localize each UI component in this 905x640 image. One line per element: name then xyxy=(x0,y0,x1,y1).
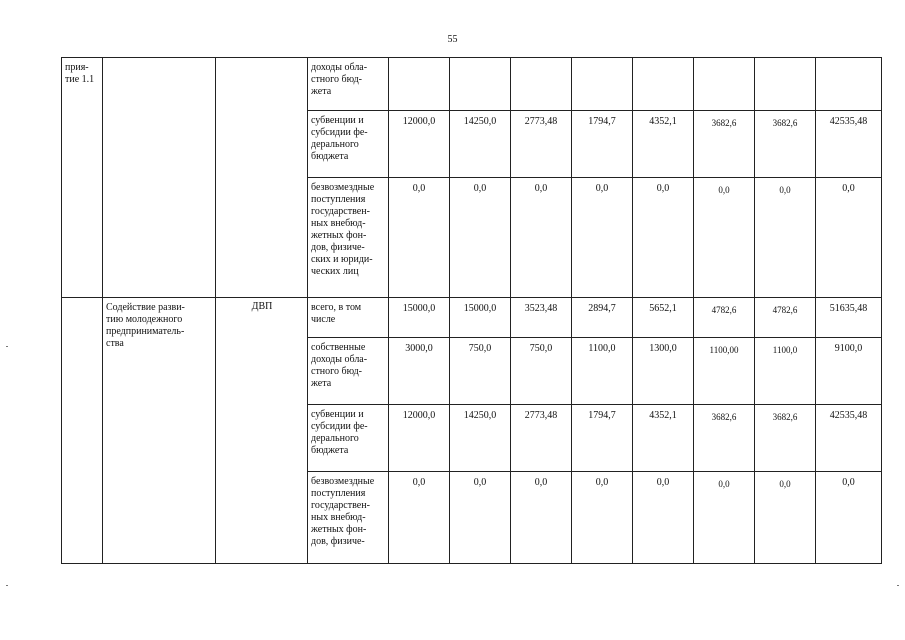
value-cell-text: 42535,48 xyxy=(829,116,868,127)
funding-source-label-text: безвозмездные поступления государствен- ных внебюд- жетных фон- дов, физиче- ских и юриди- ческих лиц xyxy=(311,182,375,277)
value-cell xyxy=(694,405,755,472)
value-cell-text: 1100,0 xyxy=(772,345,798,355)
value-cell-text: 12000,0 xyxy=(402,410,436,421)
value-cell xyxy=(389,338,450,405)
value-cell-text: 0,0 xyxy=(718,479,730,489)
funding-source-label-text: всего, в том числе xyxy=(311,302,362,325)
value-cell-text: 1100,00 xyxy=(709,345,739,355)
funding-source-label xyxy=(308,111,389,178)
value-cell-text: 0,0 xyxy=(842,183,855,194)
value-cell-text: 2894,7 xyxy=(588,303,616,314)
value-cell-text: 750,0 xyxy=(529,343,553,354)
value-cell xyxy=(694,58,755,111)
value-cell-text: 0,0 xyxy=(534,183,548,194)
value-cell xyxy=(694,338,755,405)
value-cell-text: 3682,6 xyxy=(772,412,798,422)
scan-speck xyxy=(6,346,8,347)
value-cell xyxy=(450,58,511,111)
value-cell xyxy=(389,178,450,298)
value-cell-text: 12000,0 xyxy=(402,116,436,127)
value-cell xyxy=(816,178,882,298)
value-cell-text: 0,0 xyxy=(656,183,670,194)
value-cell xyxy=(694,111,755,178)
value-cell xyxy=(511,472,572,564)
value-cell xyxy=(572,178,633,298)
value-cell-text: 4782,6 xyxy=(711,305,737,315)
value-cell xyxy=(389,111,450,178)
funding-source-label xyxy=(308,178,389,298)
value-cell-text xyxy=(694,58,754,64)
funding-source-label-text: субвенции и субсидии фе- дерального бюджета xyxy=(311,409,368,456)
funding-source-label-text: собственные доходы обла- стного бюд- жета xyxy=(311,342,368,389)
value-cell xyxy=(755,111,816,178)
value-cell-text: 4352,1 xyxy=(649,410,677,421)
value-cell xyxy=(511,58,572,111)
value-cell-text: 42535,48 xyxy=(829,410,868,421)
value-cell-text: 0,0 xyxy=(595,477,609,488)
funding-source-label xyxy=(308,405,389,472)
value-cell xyxy=(511,298,572,338)
value-cell-text: 0,0 xyxy=(779,185,791,195)
value-cell-text: 4782,6 xyxy=(772,305,798,315)
activity-cell xyxy=(62,58,103,298)
value-cell xyxy=(633,405,694,472)
empty-cell xyxy=(103,58,216,298)
value-cell-text xyxy=(755,58,815,64)
value-cell xyxy=(816,472,882,564)
value-cell xyxy=(572,111,633,178)
value-cell xyxy=(572,58,633,111)
value-cell-text: 3682,6 xyxy=(711,412,737,422)
value-cell xyxy=(633,111,694,178)
value-cell-text: 3682,6 xyxy=(711,118,737,128)
value-cell xyxy=(816,298,882,338)
value-cell-text: 1794,7 xyxy=(588,116,616,127)
value-cell xyxy=(572,338,633,405)
value-cell-text: 0,0 xyxy=(595,183,609,194)
value-cell xyxy=(816,405,882,472)
table-row xyxy=(62,58,882,111)
value-cell xyxy=(511,338,572,405)
value-cell xyxy=(755,405,816,472)
value-cell-text: 750,0 xyxy=(468,343,492,354)
measure-name-text: Содействие разви- тию молодежного предприниматель- ства xyxy=(106,302,185,349)
value-cell xyxy=(694,472,755,564)
value-cell-text xyxy=(816,58,881,63)
value-cell xyxy=(694,298,755,338)
value-cell-text: 14250,0 xyxy=(463,116,497,127)
funding-source-label xyxy=(308,472,389,564)
value-cell-text: 2773,48 xyxy=(524,410,558,421)
value-cell xyxy=(755,178,816,298)
funding-source-label xyxy=(308,338,389,405)
value-cell xyxy=(511,405,572,472)
budget-table xyxy=(61,57,882,564)
value-cell-text: 0,0 xyxy=(412,183,426,194)
table-body xyxy=(62,58,882,564)
value-cell xyxy=(633,472,694,564)
value-cell xyxy=(755,58,816,111)
value-cell-text: 0,0 xyxy=(473,183,487,194)
value-cell xyxy=(511,111,572,178)
value-cell-text: 14250,0 xyxy=(463,410,497,421)
funding-source-label xyxy=(308,298,389,338)
scan-speck xyxy=(6,585,8,586)
value-cell xyxy=(633,298,694,338)
value-cell xyxy=(816,338,882,405)
value-cell-text: 0,0 xyxy=(718,185,730,195)
value-cell xyxy=(450,405,511,472)
executor-code xyxy=(216,298,308,564)
value-cell-text: 2773,48 xyxy=(524,116,558,127)
value-cell-text: 0,0 xyxy=(779,479,791,489)
value-cell-text: 3000,0 xyxy=(405,343,433,354)
value-cell xyxy=(694,178,755,298)
value-cell-text: 1794,7 xyxy=(588,410,616,421)
value-cell xyxy=(450,472,511,564)
value-cell-text: 9100,0 xyxy=(834,343,863,354)
value-cell-text: 0,0 xyxy=(473,477,487,488)
value-cell xyxy=(450,338,511,405)
value-cell-text xyxy=(633,58,693,63)
funding-source-label xyxy=(308,58,389,111)
table-row xyxy=(62,298,882,338)
scan-speck xyxy=(897,585,899,586)
value-cell xyxy=(633,338,694,405)
value-cell xyxy=(572,472,633,564)
funding-source-label-text: субвенции и субсидии фе- дерального бюджета xyxy=(311,115,368,162)
value-cell xyxy=(755,298,816,338)
value-cell xyxy=(450,178,511,298)
activity-cell xyxy=(62,298,103,564)
value-cell xyxy=(572,405,633,472)
executor-code-text: ДВП xyxy=(251,301,273,312)
funding-source-label-text: доходы обла- стного бюд- жета xyxy=(311,62,368,97)
value-cell-text xyxy=(450,58,510,63)
value-cell-text: 0,0 xyxy=(412,477,426,488)
value-cell xyxy=(389,405,450,472)
value-cell-text xyxy=(511,58,571,63)
value-cell xyxy=(755,338,816,405)
activity-cell-text: прия- тие 1.1 xyxy=(65,62,95,85)
value-cell-text: 51635,48 xyxy=(829,303,868,314)
page-number: 55 xyxy=(447,34,458,45)
value-cell-text: 3523,48 xyxy=(524,303,558,314)
value-cell-text: 15000,0 xyxy=(402,303,436,314)
value-cell xyxy=(572,298,633,338)
value-cell-text: 1100,0 xyxy=(588,343,616,354)
value-cell-text: 1300,0 xyxy=(649,343,677,354)
value-cell xyxy=(389,58,450,111)
value-cell-text: 5652,1 xyxy=(649,303,677,314)
value-cell xyxy=(633,58,694,111)
value-cell-text: 0,0 xyxy=(534,477,548,488)
funding-source-label-text: безвозмездные поступления государствен- ных внебюд- жетных фон- дов, физиче- xyxy=(311,476,375,547)
value-cell-text: 0,0 xyxy=(842,477,855,488)
value-cell-text: 15000,0 xyxy=(463,303,497,314)
value-cell xyxy=(389,472,450,564)
value-cell xyxy=(633,178,694,298)
value-cell xyxy=(816,58,882,111)
value-cell xyxy=(389,298,450,338)
empty-cell xyxy=(216,58,308,298)
value-cell xyxy=(450,111,511,178)
value-cell-text xyxy=(389,58,449,63)
measure-name xyxy=(103,298,216,564)
value-cell xyxy=(816,111,882,178)
value-cell-text: 4352,1 xyxy=(649,116,677,127)
value-cell-text xyxy=(572,58,632,63)
value-cell xyxy=(450,298,511,338)
value-cell xyxy=(511,178,572,298)
value-cell-text: 0,0 xyxy=(656,477,670,488)
value-cell-text: 3682,6 xyxy=(772,118,798,128)
value-cell xyxy=(755,472,816,564)
